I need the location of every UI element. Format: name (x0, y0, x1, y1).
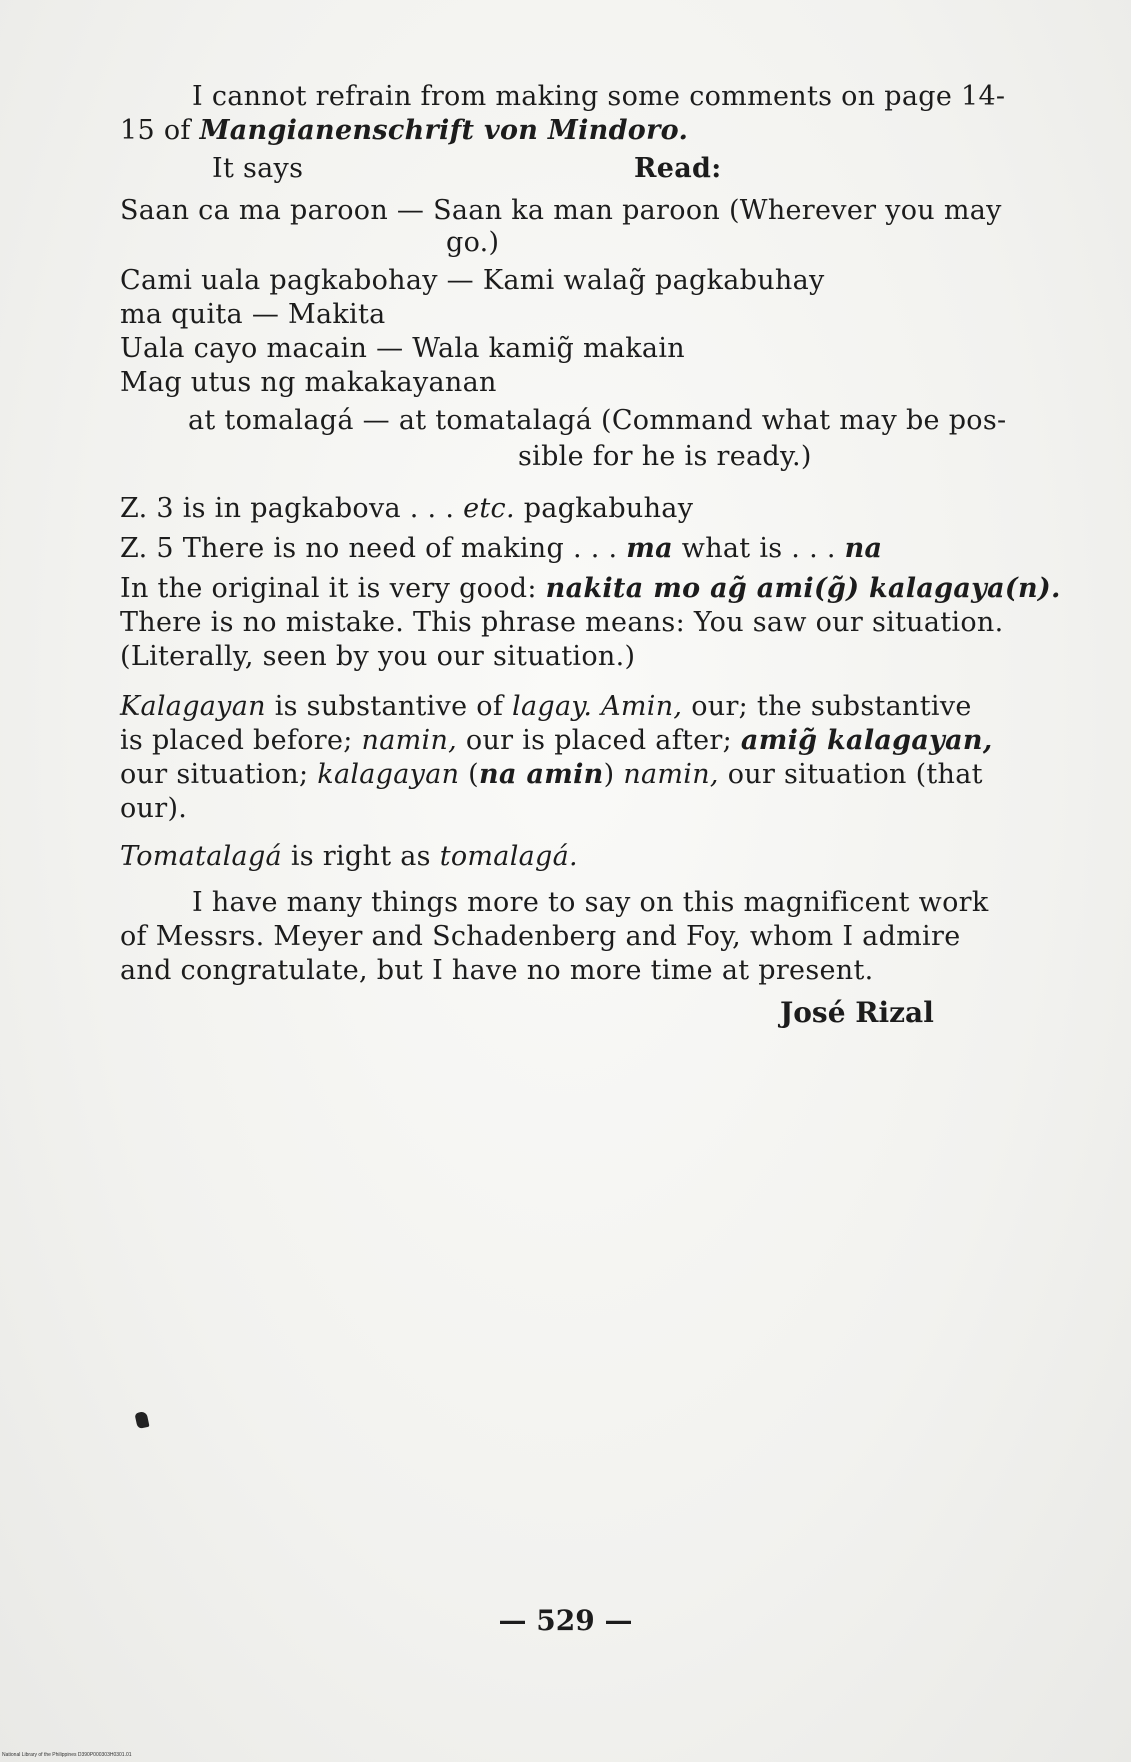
column-header-read: Read: (634, 153, 722, 184)
closing-line-3: and congratulate, but I have no more time at present. (120, 955, 874, 986)
paragraph-intro-line-2: 15 of Mangianenschrift von Mindoro. (120, 115, 689, 146)
tomatalaga-note: Tomatalagá is right as tomalagá. (120, 841, 578, 872)
translation-line-2: Cami uala pagkabohay — Kami walag̃ pagkabuhay (120, 265, 825, 296)
original-line-2: There is no mistake. This phrase means: You saw our situation. (120, 607, 1004, 638)
closing-line-1: I have many things more to say on this magnificent work (192, 887, 989, 918)
note-z3: Z. 3 is in pagkabova . . . etc. pagkabuhay (120, 493, 694, 524)
translation-line-6: at tomalagá — at tomatalagá (Command what may be pos- (188, 405, 1007, 436)
kalagayan-line-4: our). (120, 793, 188, 824)
kalagayan-line-1: Kalagayan is substantive of lagay. Amin, our; the substantive (120, 691, 972, 722)
kalagayan-line-2: is placed before; namin, our is placed after; amig̃ kalagayan, (120, 725, 993, 756)
column-header-it-says: It says (212, 153, 304, 184)
translation-line-3: ma quita — Makita (120, 299, 386, 330)
translation-line-5: Mag utus ng makakayanan (120, 367, 497, 398)
translation-line-6-cont: sible for he is ready.) (518, 441, 812, 472)
translation-line-1-cont: go.) (446, 227, 500, 258)
kalagayan-line-3: our situation; kalagayan (na amin) namin, our situation (that (120, 759, 983, 790)
note-z5: Z. 5 There is no need of making . . . ma what is . . . na (120, 533, 883, 564)
original-line-1: In the original it is very good: nakita mo ag̃ ami(g̃) kalagaya(n). (120, 573, 1061, 604)
original-line-3: (Literally, seen by you our situation.) (120, 641, 636, 672)
signature: José Rizal (780, 996, 934, 1029)
translation-line-1: Saan ca ma paroon — Saan ka man paroon (Wherever you may (120, 195, 1002, 226)
page-number: — 529 — (498, 1604, 633, 1637)
closing-line-2: of Messrs. Meyer and Schadenberg and Foy, whom I admire (120, 921, 961, 952)
scan-footer: National Library of the Philippines D390P000303H0301.01 (2, 1752, 132, 1758)
ink-speck (134, 1411, 149, 1429)
paragraph-intro-line-1: I cannot refrain from making some comments on page 14- (192, 81, 1006, 112)
translation-line-4: Uala cayo macain — Wala kamig̃ makain (120, 333, 685, 364)
